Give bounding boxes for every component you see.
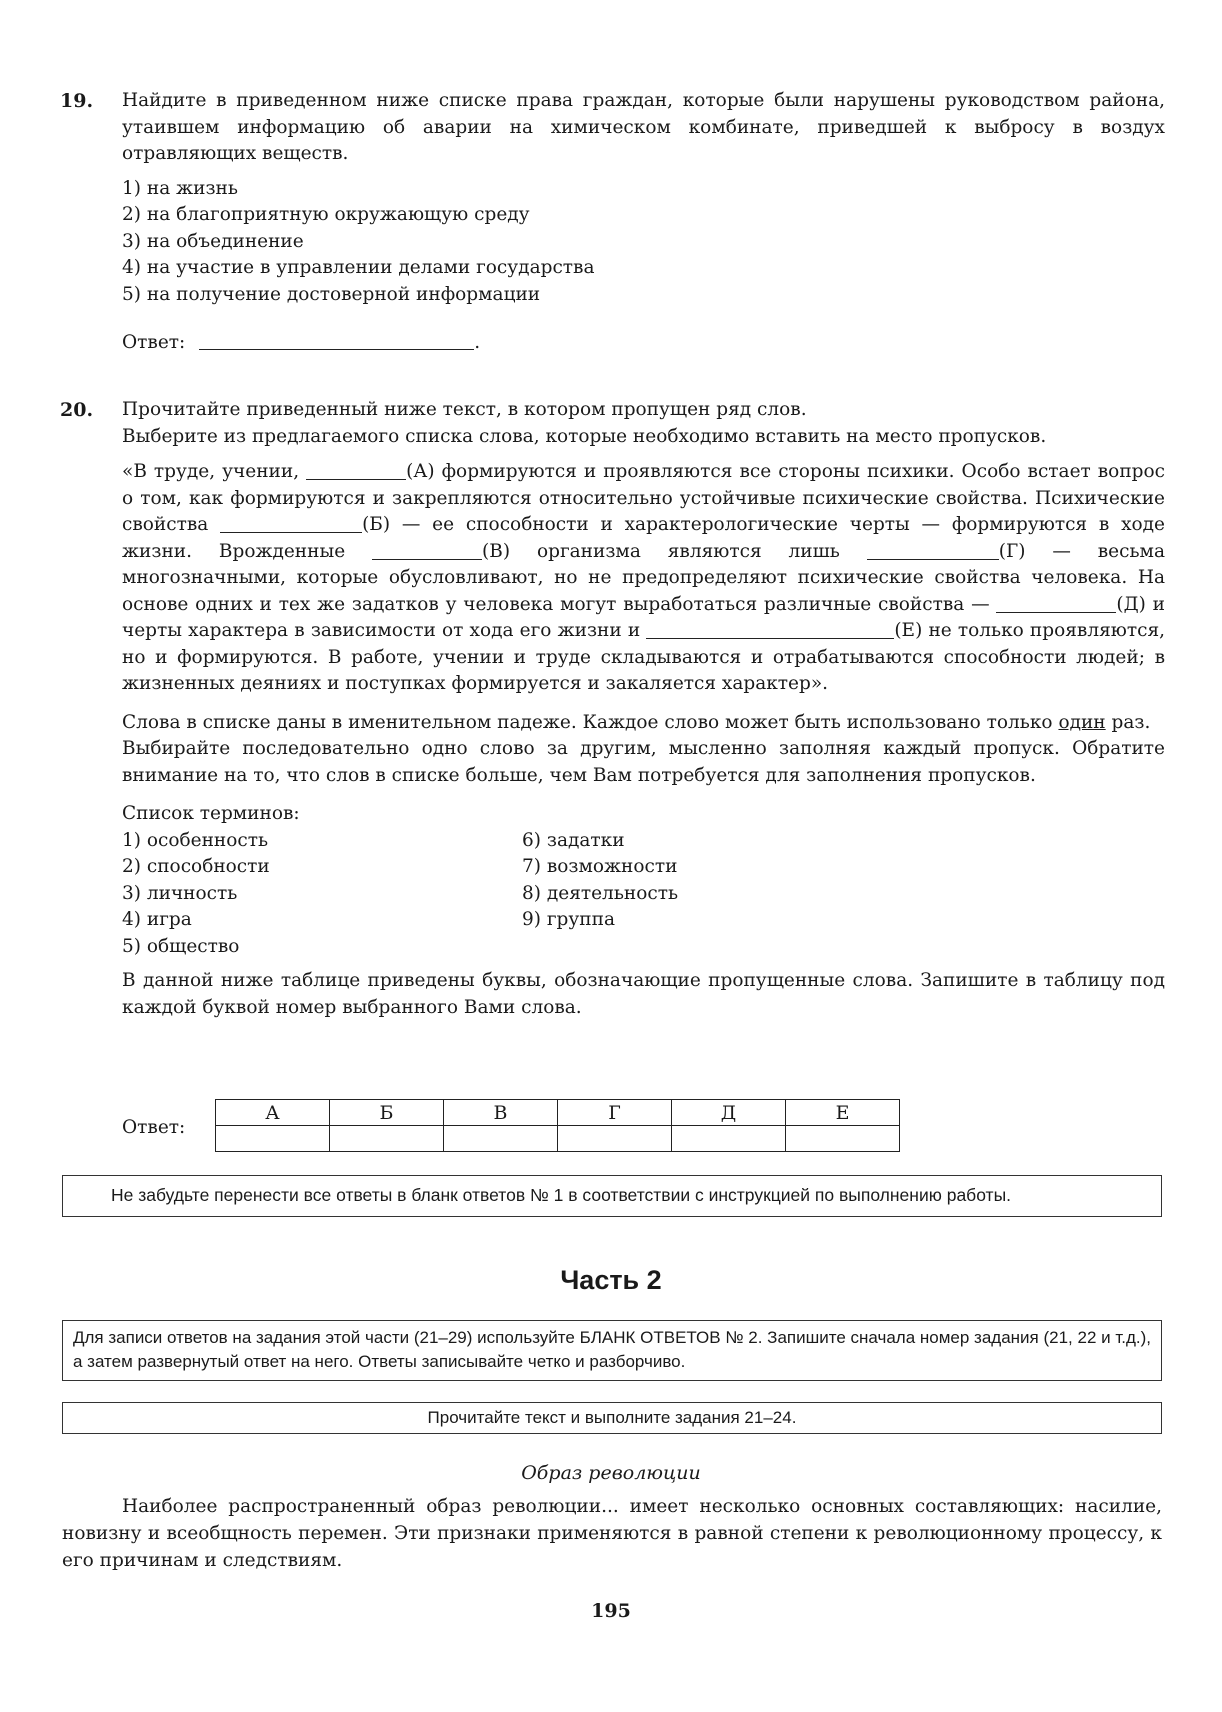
blank-d[interactable] xyxy=(996,594,1116,613)
passage-text: (Д) и черты характера в зависимости от хода его жизни и xyxy=(122,593,1165,641)
answer-dot: . xyxy=(474,332,481,353)
blank-b[interactable] xyxy=(220,514,362,533)
answer-cell[interactable] xyxy=(786,1126,900,1152)
answer-cell[interactable] xyxy=(558,1126,672,1152)
passage xyxy=(122,459,1165,698)
intro-line-1: Прочитайте приведенный ниже текст, в котором пропущен ряд слов. xyxy=(122,399,807,420)
letter-cell: Е xyxy=(786,1100,900,1126)
passage-text: (Г) — весьма многозначными, которые обусловливают, но не предопределяют психические свойства человека. На основе одних и тех же задатков у человека могут выработаться различные свойства — xyxy=(122,540,1165,615)
text-body xyxy=(62,1493,1162,1574)
read-task-box xyxy=(62,1402,1162,1434)
blank-v[interactable] xyxy=(372,541,482,560)
passage-text: «В труде, учении, xyxy=(122,461,307,482)
blank-g[interactable] xyxy=(867,541,999,560)
term-item: 4) игра xyxy=(122,909,192,930)
question-number: 20. xyxy=(60,399,94,421)
table-answer-row xyxy=(216,1126,900,1152)
option-item: 3) на объединение xyxy=(122,230,304,252)
term-item: 6) задатки xyxy=(522,829,625,851)
question-20 xyxy=(60,397,1165,1021)
letter-cell: Д xyxy=(672,1100,786,1126)
answer-cell[interactable] xyxy=(672,1126,786,1152)
intro-line-2: Выберите из предлагаемого списка слова, которые необходимо вставить на место пропусков. xyxy=(122,425,1047,447)
term-item: 9) группа xyxy=(522,909,615,930)
reminder-text: Не забудьте перенести все ответы в бланк ответов № 1 в соответствии с инструкцией по выполнению работы. xyxy=(111,1185,1012,1205)
letter-cell: А xyxy=(216,1100,330,1126)
note-text: Слова в списке даны в именительном падеже. Каждое слово может быть использовано только xyxy=(122,711,1059,733)
page-number: 195 xyxy=(591,1600,631,1622)
question-number: 19. xyxy=(60,90,94,112)
question-19 xyxy=(60,88,1165,357)
term-item: 8) деятельность xyxy=(522,882,679,904)
blank-a[interactable] xyxy=(306,461,406,480)
instructions-box xyxy=(62,1320,1162,1381)
answer-input[interactable] xyxy=(199,331,474,350)
option-item: 4) на участие в управлении делами государства xyxy=(122,257,595,278)
term-item: 3) личность xyxy=(122,882,238,904)
term-item: 5) общество xyxy=(122,935,240,957)
part-2-heading: Часть 2 xyxy=(560,1265,662,1295)
table-header-row xyxy=(216,1100,900,1126)
note-1 xyxy=(122,710,1165,737)
note-text: раз. xyxy=(1105,711,1151,733)
option-item: 2) на благоприятную окружающую среду xyxy=(122,204,530,225)
reminder-box xyxy=(62,1175,1162,1217)
answer-cell[interactable] xyxy=(216,1126,330,1152)
passage-text: (Е) не только проявляются, но и формируются. В работе, учении и труде складываются и отрабатываются способности людей; в жизненных деяниях и поступках формируется и закаляется характер». xyxy=(122,620,1165,694)
options-list xyxy=(122,176,1165,309)
question-text: Найдите в приведенном ниже списке права граждан, которые были нарушены руководством района, утаившем информацию об аварии на химическом комбинате, приведшей к выбросу в воздух отравляющих веществ. xyxy=(122,90,1165,164)
terms-right xyxy=(522,828,922,961)
text-paragraph: Наиболее распространенный образ революции... имеет несколько основных составляющих: насилие, новизну и всеобщность перемен. Эти признаки применяются в равной степени к революционному процессу, к его причинам и следствиям. xyxy=(62,1496,1162,1571)
note-2: Выбирайте последовательно одно слово за другим, мысленно заполняя каждый пропуск. Обратите внимание на то, что слов в списке больше, чем Вам потребуется для заполнения пропусков. xyxy=(122,738,1165,786)
text-title: Образ революции xyxy=(521,1462,701,1484)
term-item: 2) способности xyxy=(122,856,270,877)
passage-text: (В) организма являются лишь xyxy=(482,540,867,562)
letter-cell: В xyxy=(444,1100,558,1126)
term-item: 1) особенность xyxy=(122,829,269,851)
terms-left xyxy=(122,828,522,961)
blank-e[interactable] xyxy=(646,620,894,639)
letter-cell: Б xyxy=(330,1100,444,1126)
passage-text: (Б) — ее способности и характерологические черты — формируются в ходе жизни. Врожденные xyxy=(122,514,1165,562)
answer-cell[interactable] xyxy=(330,1126,444,1152)
note-underlined: один xyxy=(1058,711,1106,733)
option-item: 5) на получение достоверной информации xyxy=(122,283,541,305)
answer-cell[interactable] xyxy=(444,1126,558,1152)
answer-table xyxy=(215,1099,900,1152)
letter-cell: Г xyxy=(558,1100,672,1126)
answer-row xyxy=(122,330,1165,357)
table-intro: В данной ниже таблице приведены буквы, обозначающие пропущенные слова. Запишите в таблицу под каждой буквой номер выбранного Вами слова. xyxy=(122,970,1165,1018)
term-item: 7) возможности xyxy=(522,856,678,877)
instructions-text: Для записи ответов на задания этой части (21–29) используйте БЛАНК ОТВЕТОВ № 2. Запишите сначала номер задания (21, 22 и т.д.), а затем развернутый ответ на него. Ответы записывайте четко и разборчиво. xyxy=(73,1328,1152,1371)
passage-text: (А) формируются и проявляются все стороны психики. Особо встает вопрос о том, как формируются и закрепляются относительно устойчивые психические свойства. Психические свойства xyxy=(122,461,1165,535)
option-item: 1) на жизнь xyxy=(122,177,238,199)
read-task-text: Прочитайте текст и выполните задания 21–24. xyxy=(427,1408,797,1427)
terms-list xyxy=(122,828,1165,961)
answer-label: Ответ: xyxy=(122,332,186,353)
answer-label: Ответ: xyxy=(122,1117,186,1138)
terms-title: Список терминов: xyxy=(122,803,300,824)
